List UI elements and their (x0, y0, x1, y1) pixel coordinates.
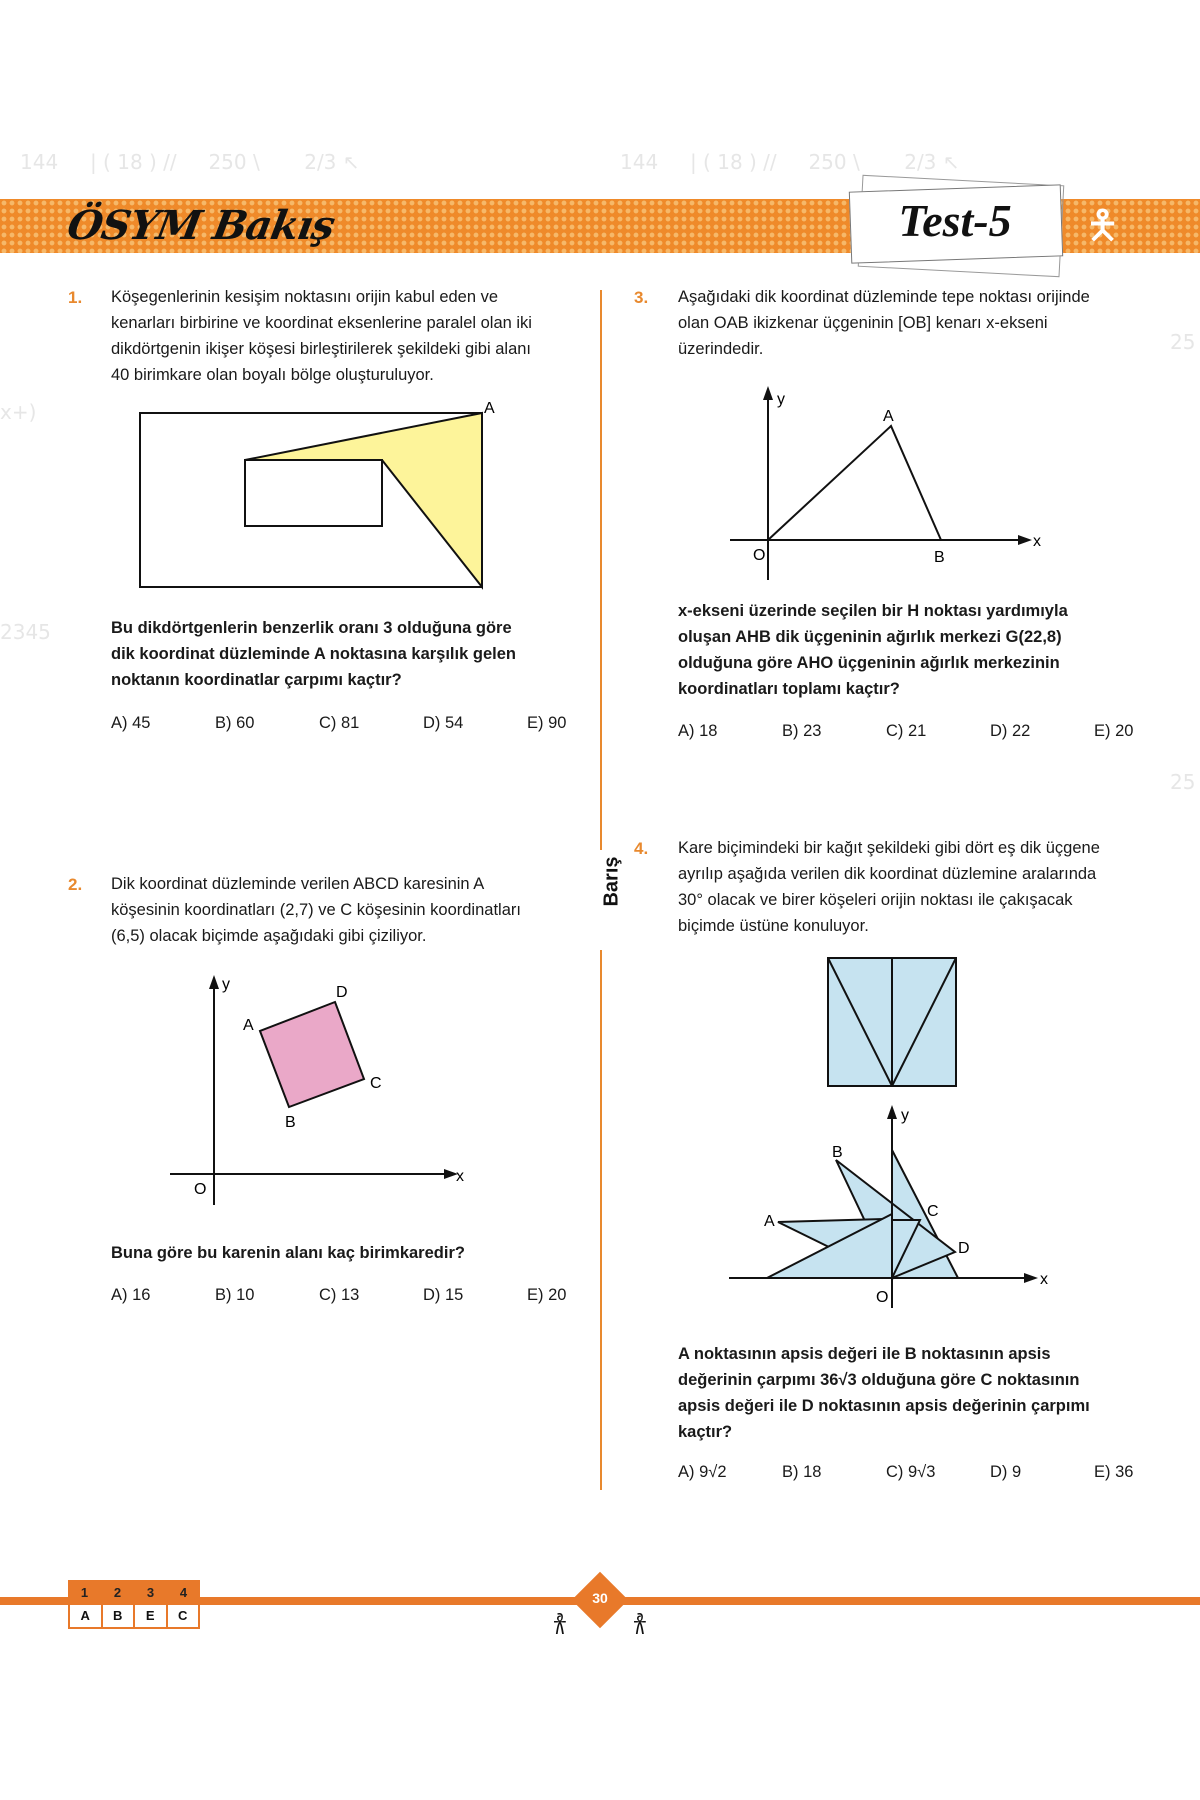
background-doodle: 25 (1170, 330, 1196, 354)
text-line: kenarları birbirine ve koordinat eksenlerine paralel olan iki (111, 314, 532, 332)
point-label-b: B (285, 1114, 296, 1131)
running-figure-icon: 🯅 (1085, 204, 1121, 248)
square-abcd (260, 1002, 364, 1107)
question-2-stem (111, 871, 521, 949)
background-doodle: 2345 (0, 620, 51, 644)
question-1-prompt (111, 615, 516, 693)
question-3-prompt (678, 598, 1068, 702)
column-divider (600, 290, 602, 850)
point-label-c: C (370, 1075, 382, 1092)
question-3-options (678, 722, 1133, 741)
answer-key-number: 3 (146, 1585, 155, 1600)
question-4-coordinate-figure (715, 1100, 1065, 1310)
axis-label-x: x (1040, 1271, 1048, 1288)
question-number: 2. (68, 875, 83, 894)
option-d[interactable]: D) 22 (990, 722, 1031, 740)
option-b[interactable]: B) 18 (782, 1463, 822, 1481)
text-line: köşesinin koordinatları (2,7) ve C köşesinin koordinatları (111, 901, 521, 919)
text-line: kaçtır? (678, 1423, 733, 1441)
option-b[interactable]: B) 60 (215, 714, 255, 732)
option-d[interactable]: D) 9 (990, 1463, 1022, 1481)
option-d[interactable]: D) 54 (423, 714, 464, 732)
x-axis-arrow (1018, 535, 1032, 545)
option-b[interactable]: B) 10 (215, 1286, 255, 1304)
axis-label-y: y (222, 976, 230, 993)
text-line: dik koordinat düzleminde A noktasına karşılık gelen (111, 645, 516, 663)
test-title: Test-5 (898, 195, 1012, 246)
triangle-oab (768, 426, 941, 540)
axis-label-y: y (901, 1107, 909, 1124)
option-a[interactable]: A) 9√2 (678, 1463, 727, 1481)
point-label-a: A (883, 408, 894, 425)
text-line: olan OAB ikizkenar üçgeninin [OB] kenarı x-ekseni (678, 314, 1048, 332)
point-label-a: A (484, 400, 495, 417)
text-line: Kare biçimindeki bir kağıt şekildeki gibi dört eş dik üçgene (678, 839, 1100, 857)
point-label-b: B (934, 549, 945, 566)
answer-key-answer: E (135, 1605, 168, 1627)
option-e[interactable]: E) 20 (527, 1286, 567, 1304)
option-c[interactable]: C) 81 (319, 714, 360, 732)
y-axis-arrow (887, 1105, 897, 1119)
text-line: değerinin çarpımı 36√3 olduğuna göre C noktasının (678, 1371, 1080, 1389)
text-line: noktanın koordinatlar çarpımı kaçtır? (111, 671, 402, 689)
text-line: biçimde üstüne konuluyor. (678, 917, 869, 935)
text-line: olduğuna göre AHO üçgeninin ağırlık merkezinin (678, 654, 1060, 672)
answer-key-number: 4 (179, 1585, 188, 1600)
y-axis-arrow (209, 975, 219, 989)
text-line: oluşan AHB dik üçgeninin ağırlık merkezi G(22,8) (678, 628, 1062, 646)
text-line: Köşegenlerinin kesişim noktasını orijin kabul eden ve (111, 288, 499, 306)
text-line: Buna göre bu karenin alanı kaç birimkaredir? (111, 1244, 465, 1262)
point-label-a: A (243, 1017, 254, 1034)
answer-key-answers (68, 1605, 200, 1629)
axis-label-x: x (1033, 533, 1041, 550)
background-doodle: x+) (0, 400, 37, 424)
option-c[interactable]: C) 13 (319, 1286, 360, 1304)
option-d[interactable]: D) 15 (423, 1286, 464, 1304)
x-axis-arrow (1024, 1273, 1038, 1283)
question-number: 1. (68, 288, 83, 307)
text-line: ayrılıp aşağıda verilen dik koordinat düzlemine aralarında (678, 865, 1097, 883)
question-4-prompt (678, 1341, 1090, 1445)
question-3-figure (720, 380, 1060, 580)
answer-key-answer: A (70, 1605, 103, 1627)
background-doodle: 144 | ( 18 ) // 250 \ 2/3 ↖ (620, 150, 960, 174)
question-number: 3. (634, 288, 649, 307)
answer-key-answer: C (178, 1608, 188, 1623)
text-line: x-ekseni üzerinde seçilen bir H noktası yardımıyla (678, 602, 1068, 620)
option-e[interactable]: E) 36 (1094, 1463, 1134, 1481)
column-divider (600, 950, 602, 1490)
answer-key-number: 2 (113, 1585, 122, 1600)
option-a[interactable]: A) 18 (678, 722, 718, 740)
stick-figure-icon: 𐀪 (632, 1610, 648, 1640)
option-b[interactable]: B) 23 (782, 722, 822, 740)
text-line: Aşağıdaki dik koordinat düzleminde tepe noktası orijinde (678, 288, 1090, 306)
text-line: apsis değeri ile D noktasının apsis değerinin çarpımı (678, 1397, 1090, 1415)
question-3-stem (678, 284, 1090, 362)
option-a[interactable]: A) 45 (111, 714, 151, 732)
option-e[interactable]: E) 20 (1094, 722, 1134, 740)
option-c[interactable]: C) 9√3 (886, 1463, 936, 1481)
side-label: Barış (600, 856, 623, 907)
text-line: 40 birimkare olan boyalı bölge oluşturuluyor. (111, 366, 434, 384)
text-line: üzerindedir. (678, 340, 764, 358)
question-1-figure (130, 395, 510, 595)
origin-label: O (194, 1181, 207, 1198)
answer-key-number: 1 (80, 1585, 89, 1600)
answer-key (68, 1580, 200, 1629)
point-label-d: D (958, 1240, 970, 1257)
text-line: Dik koordinat düzleminde verilen ABCD karesinin A (111, 875, 485, 893)
question-4-stem (678, 835, 1100, 939)
axis-label-x: x (456, 1168, 464, 1185)
text-line: Bu dikdörtgenlerin benzerlik oranı 3 olduğuna göre (111, 619, 512, 637)
option-a[interactable]: A) 16 (111, 1286, 151, 1304)
background-doodle: 25 (1170, 770, 1196, 794)
brand-logo: ÖSYM Bakış (63, 202, 338, 249)
question-2-figure (160, 965, 480, 1215)
text-line: (6,5) olacak biçimde aşağıdaki gibi çiziliyor. (111, 927, 427, 945)
question-2-prompt (111, 1240, 465, 1266)
question-4-options (678, 1463, 1133, 1482)
text-line: koordinatları toplamı kaçtır? (678, 680, 900, 698)
point-label-d: D (336, 984, 348, 1001)
origin-label: O (876, 1289, 889, 1306)
text-line: 30° olacak ve birer köşeleri orijin noktası ile çakışacak (678, 891, 1073, 909)
axis-label-y: y (777, 391, 785, 408)
background-doodle: 144 | ( 18 ) // 250 \ 2/3 ↖ (20, 150, 360, 174)
text-line: A noktasının apsis değeri ile B noktasının apsis (678, 1345, 1051, 1363)
point-label-b: B (832, 1144, 843, 1161)
point-label-c: C (927, 1203, 939, 1220)
point-label-a: A (764, 1213, 775, 1230)
answer-key-numbers (68, 1580, 200, 1605)
inner-rectangle (245, 460, 382, 526)
text-line: dikdörtgenin ikişer köşesi birleştirilerek şekildeki gibi alanı (111, 340, 532, 358)
stick-figure-icon: 𐀪 (552, 1610, 568, 1640)
origin-label: O (753, 547, 766, 564)
question-1-stem (111, 284, 532, 388)
question-4-paper-figure (820, 952, 960, 1092)
y-axis-arrow (763, 386, 773, 400)
option-e[interactable]: E) 90 (527, 714, 567, 732)
question-number: 4. (634, 839, 649, 858)
option-c[interactable]: C) 21 (886, 722, 927, 740)
page-number: 30 (592, 1590, 608, 1606)
answer-key-answer: B (103, 1605, 136, 1627)
question-2-options (111, 1286, 566, 1305)
question-1-options (111, 714, 566, 733)
